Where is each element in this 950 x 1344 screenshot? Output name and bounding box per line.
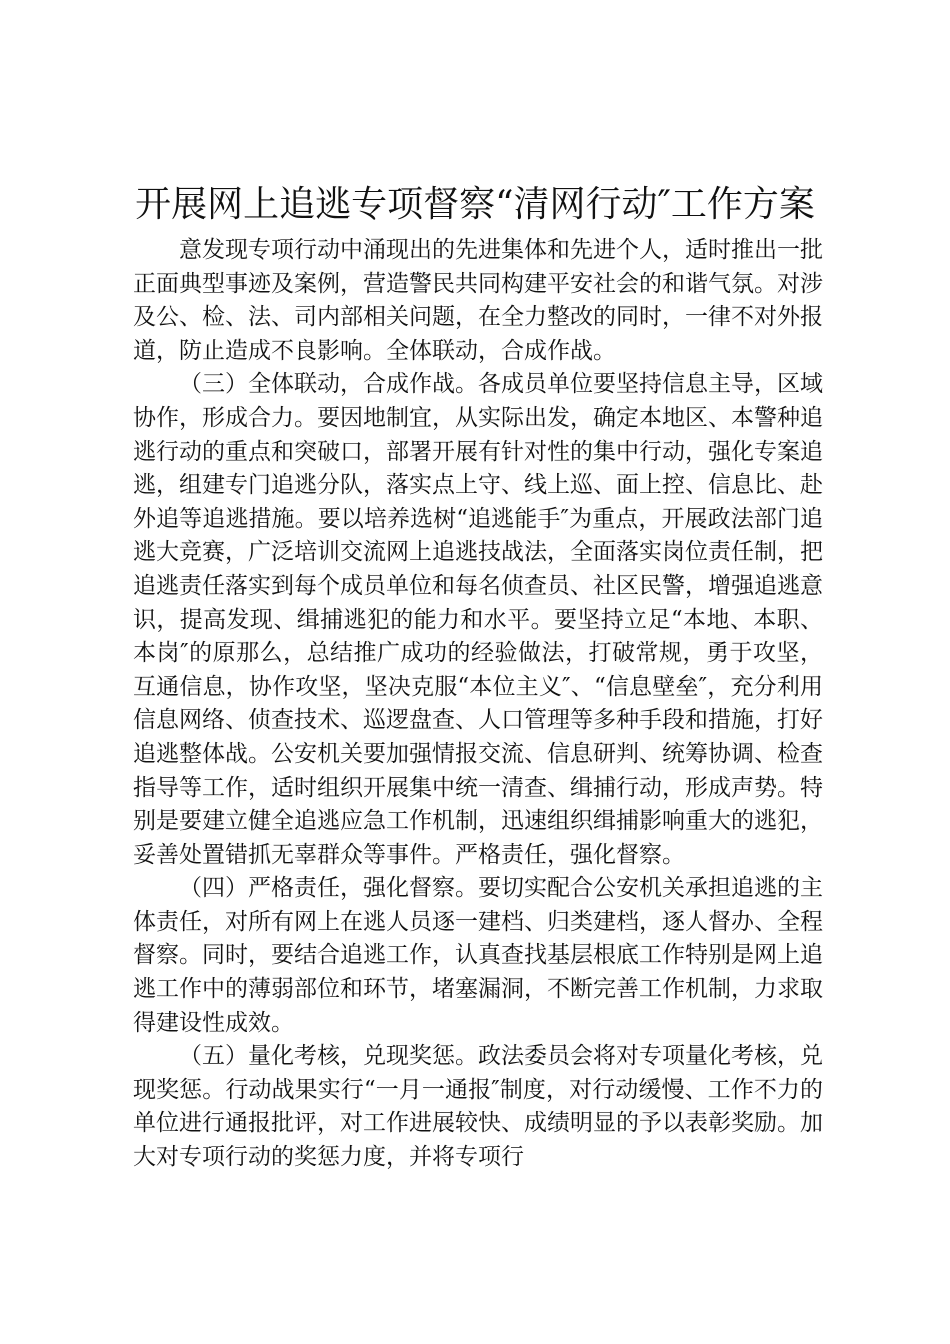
paragraph-2: （三）全体联动，合成作战。各成员单位要坚持信息主导，区域协作，形成合力。要因地制宜，从实际出发，确定本地区、本警种追逃行动的重点和突破口，部署开展有针对性的集中行动，强化专案追逃，组建专门追逃分队，落实点上守、线上巡、面上控、信息比、赴外追等追逃措施。要以培养选树“追逃能手″为重点，开展政法部门追逃大竞赛，广泛培训交流网上追逃技战法，全面落实岗位责任制，把追逃责任落实到每个成员单位和每名侦查员、社区民警，增强追逃意识，提高发现、缉捕逃犯的能力和水平。要坚持立足“本地、本职、本岗″的原那么，总结推广成功的经验做法，打破常规，勇于攻坚，互通信息，协作攻坚，坚决克服“本位主义″、“信息壁垒″，充分利用信息网络、侦查技术、巡逻盘查、人口管理等多种手段和措施，打好追逃整体战。公安机关要加强情报交流、信息研判、统筹协调、检查指导等工作，适时组织开展集中统一清查、缉捕行动，形成声势。特别是要建立健全追逃应急工作机制，迅速组织缉捕影响重大的逃犯，妥善处置错抓无辜群众等事件。严格责任，强化督察。 <box>133 371 823 868</box>
document-body <box>133 234 823 1175</box>
document-title: 开展网上追逃专项督察“清网行动″工作方案 <box>135 184 815 225</box>
paragraph-1: 意发现专项行动中涌现出的先进集体和先进个人，适时推出一批正面典型事迹及案例，营造警民共同构建平安社会的和谐气氛。对涉及公、检、法、司内部相关问题，在全力整改的同时，一律不对外报道，防止造成不良影响。全体联动，合成作战。 <box>133 237 823 364</box>
paragraph-3: （四）严格责任，强化督察。要切实配合公安机关承担追逃的主体责任，对所有网上在逃人员逐一建档、归类建档，逐人督办、全程督察。同时，要结合追逃工作，认真查找基层根底工作特别是网上追逃工作中的薄弱部位和环节，堵塞漏洞，不断完善工作机制，力求取得建设性成效。 <box>133 875 823 1036</box>
paragraph-4: （五）量化考核，兑现奖惩。政法委员会将对专项量化考核，兑现奖惩。行动战果实行“一月一通报″制度，对行动缓慢、工作不力的单位进行通报批评，对工作进展较快、成绩明显的予以表彰奖励。加大对专项行动的奖惩力度，并将专项行 <box>133 1043 823 1171</box>
